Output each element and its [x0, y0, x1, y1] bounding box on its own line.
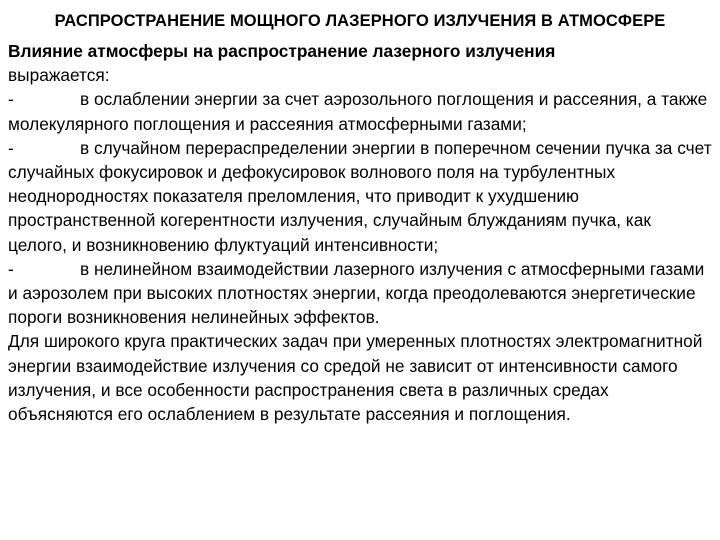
slide-title: РАСПРОСТРАНЕНИЕ МОЩНОГО ЛАЗЕРНОГО ИЗЛУЧЕНИЯ В АТМОСФЕРЕ [54, 12, 666, 30]
bullet-item-2 [8, 136, 712, 257]
dash-bullet-icon: - [8, 137, 14, 158]
intro-paragraph [8, 39, 712, 87]
bullet-text-1: в ослаблении энергии за счет аэрозольного поглощения и рассеяния, а также молекулярного поглощения и рассеяния атмосферными газами; [8, 89, 708, 134]
bullet-item-1 [8, 87, 712, 135]
dash-bullet-icon: - [8, 89, 14, 110]
intro-bold-text: Влияние атмосферы на распространение лазерного излучения [8, 41, 556, 61]
bullet-text-3: в нелинейном взаимодействии лазерного излучения с атмосферными газами и аэрозолем при высоких плотностях энергии, когда преодолеваются энергетические пороги возникновения нелинейных эффектов. [8, 258, 705, 328]
conclusion-paragraph: Для широкого круга практических задач при умеренных плотностях электромагнитной энергии взаимодействие излучения со средой не зависит от интенсивности самого излучения, и все особенности распространения света в различных средах объясняются его ослаблением в результате рассеяния и поглощения. [8, 331, 703, 425]
slide-body [8, 39, 712, 426]
bullet-item-3 [8, 257, 712, 330]
intro-rest-text: выражается: [8, 65, 110, 86]
bullet-text-2: в случайном перераспределении энергии в поперечном сечении пучка за счет случайных фокусировок и дефокусировок волнового поля на турбулентных неоднородностях показателя преломления, что приводит к ухудшению пространственной когерентности излучения, случайным блужданиям пучка, как целого, и возникновению флуктуаций интенсивности; [8, 137, 712, 255]
dash-bullet-icon: - [8, 258, 14, 279]
